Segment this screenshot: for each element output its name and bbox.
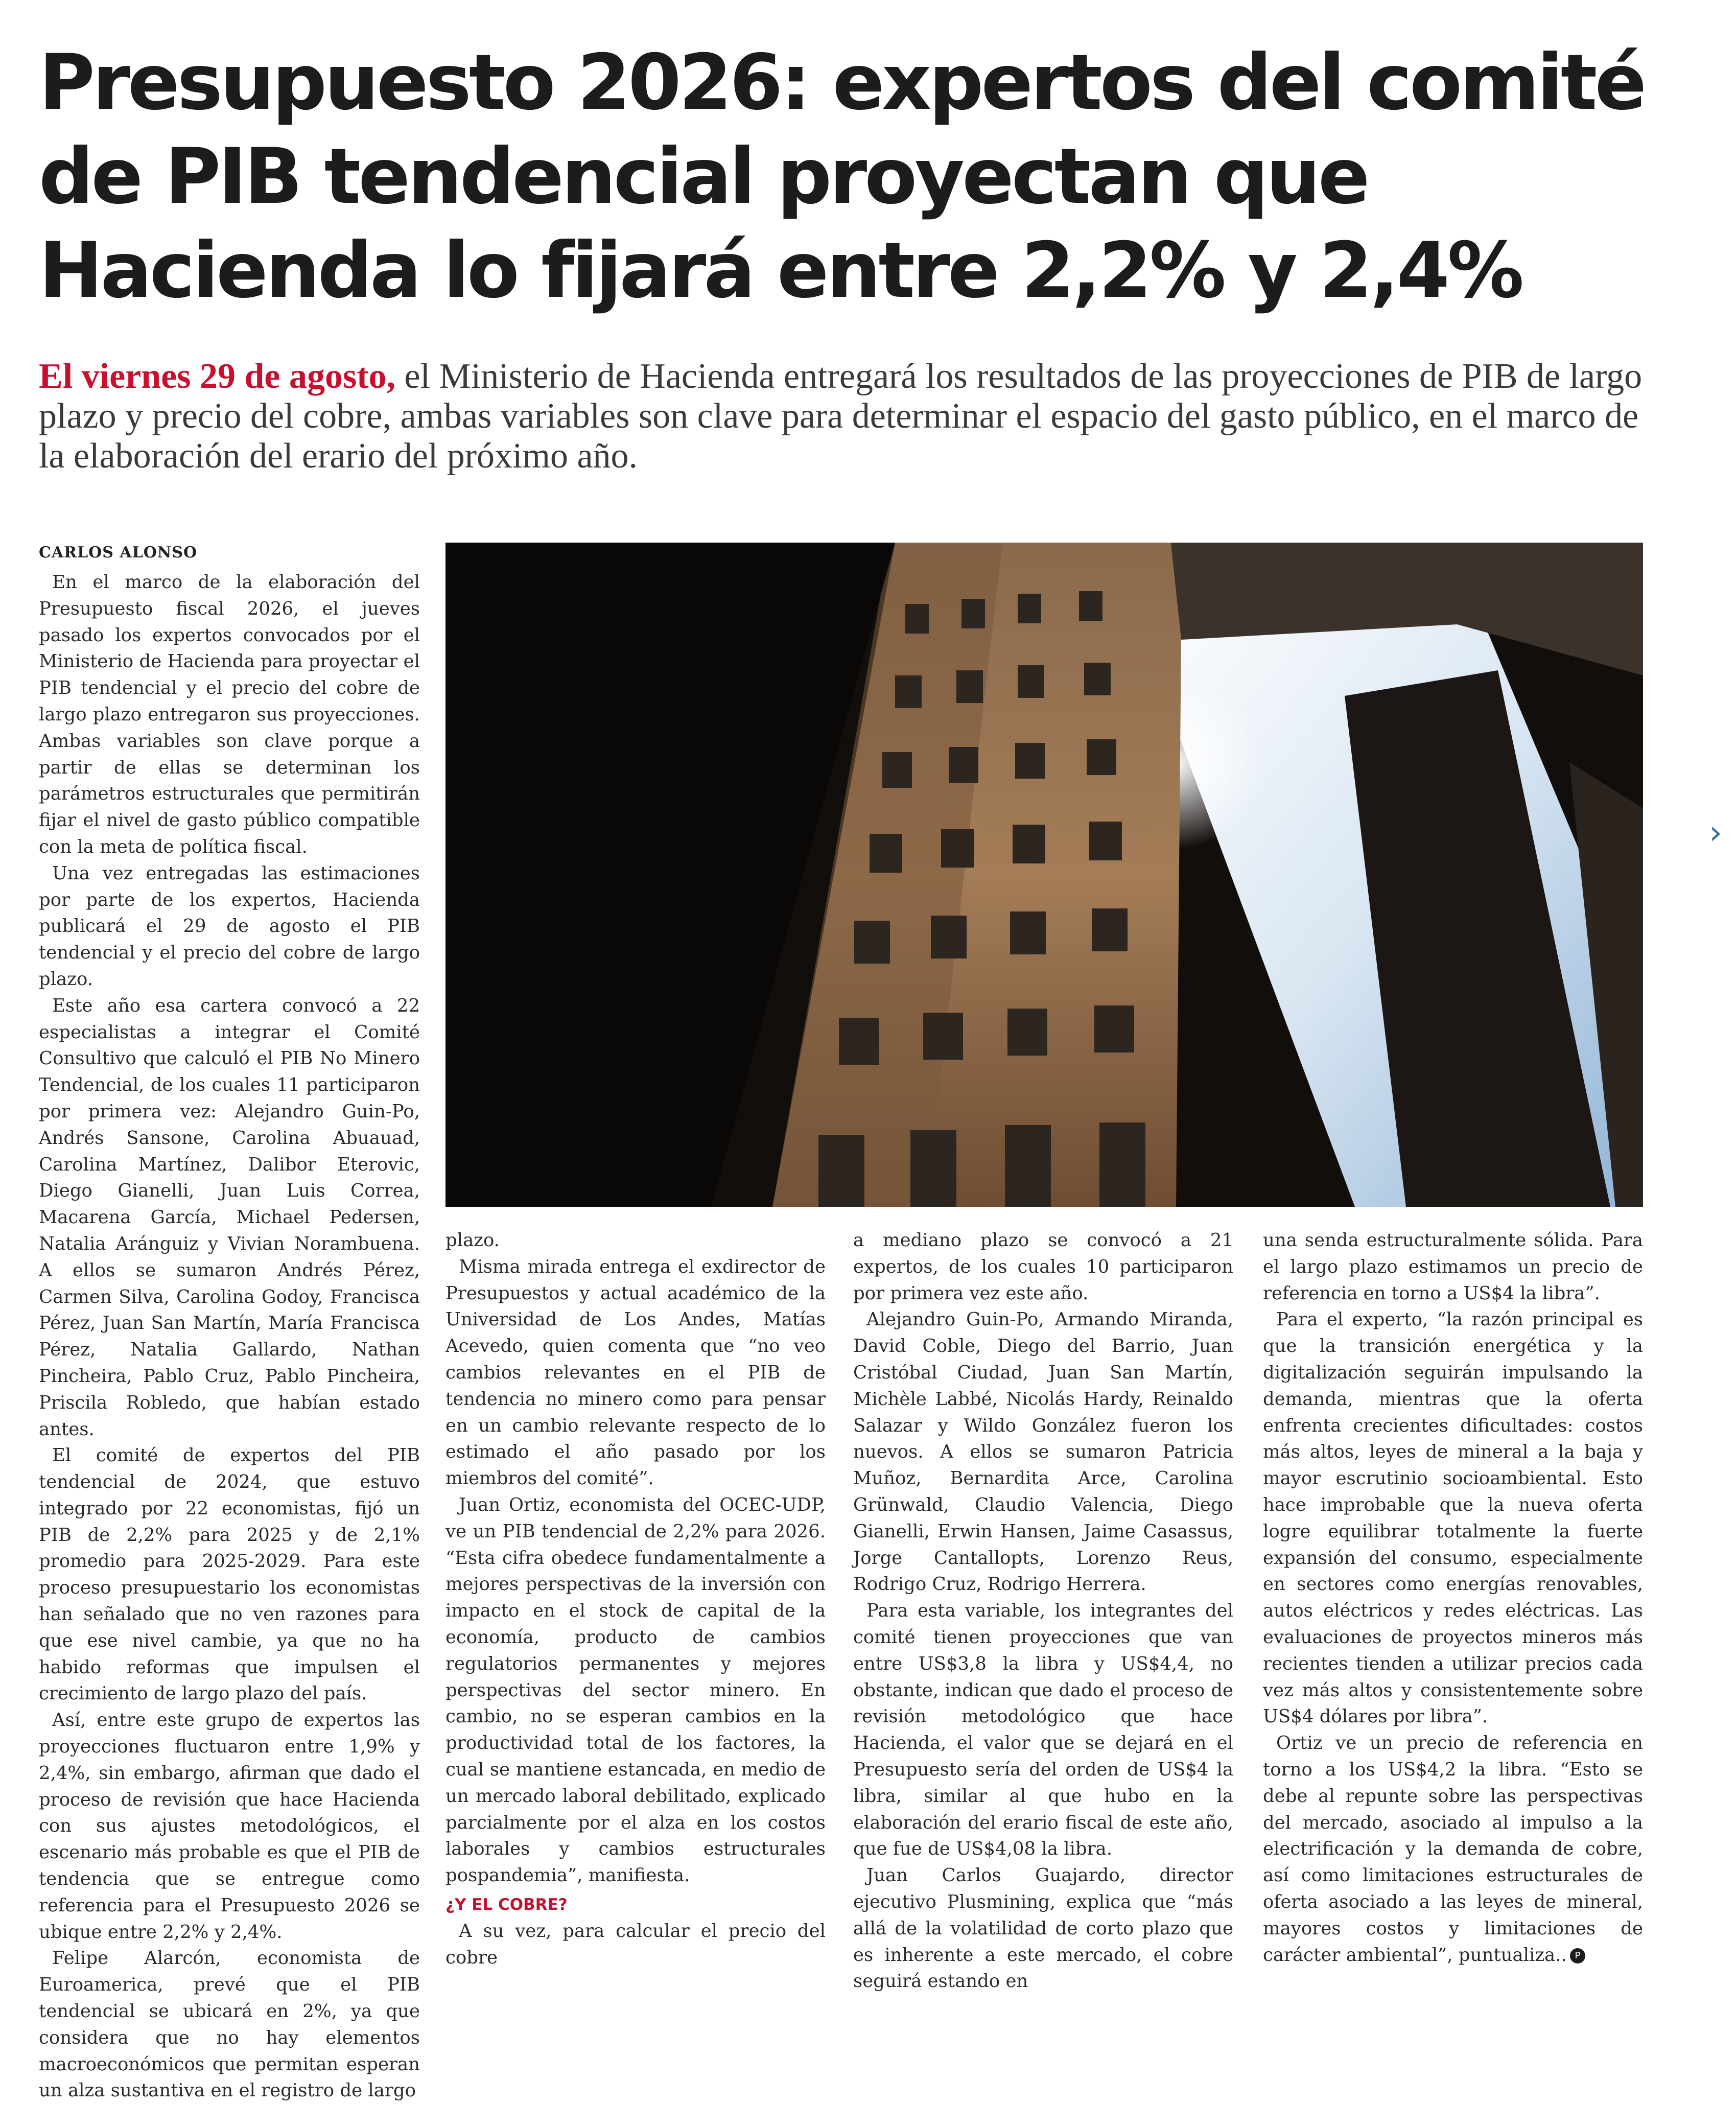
lede-text: el Ministerio de Hacienda entregará los resultados de las proyecciones de PIB de largo plazo y precio del cobre, ambas variables son clave para determinar el espacio del gasto público, en el marco de la elaboración del erario del próximo año. (39, 357, 1643, 476)
paragraph: Para el experto, “la razón principal es que la transición energética y la digitalización seguirán impulsando la demanda, mientras que la oferta enfrenta crecientes dificultades: costos más altos, leyes de mineral a la baja y mayor escrutinio socioambiental. Esto hace improbable que la nueva oferta logre equilibrar totalmente la fuerte expansión del consumo, especialmente en sectores como energías renovables, autos eléctricos y redes eléctricas. Las evaluaciones de proyectos mineros más recientes tienden a utilizar precios cada vez más altos y consistentemente sobre US$4 dólares por libra”. (1263, 1309, 1643, 1727)
paragraph: Juan Ortiz, economista del OCEC-UDP, ve un PIB tendencial de 2,2% para 2026. “Esta cifra obedece fundamentalmente a mejores perspectivas de la inversión con impacto en el stock de capital de la economía, producto de cambios regulatorios permanentes y mejores perspectivas del sector minero. En cambio, no se esperan cambios en la productividad total de los factores, la cual se mantiene estancada, en medio de un mercado laboral debilitado, explicado parcialmente por el alza en los costos laborales y cambios estructurales pospandemia”, manifiesta. (445, 1494, 826, 1886)
column-2 (445, 1227, 826, 1971)
section-subhead: ¿Y EL COBRE? (445, 1895, 568, 1914)
paragraph-continued: a mediano plazo se convocó a 21 expertos, de los cuales 10 participaron por primera vez este año. (853, 1230, 1233, 1304)
paragraph-continued: una senda estructuralmente sólida. Para el largo plazo estimamos un precio de referencia en torno a US$4 la libra”. (1263, 1230, 1643, 1304)
building-photo-icon (445, 543, 1643, 1207)
paragraph: Así, entre este grupo de expertos las proyecciones fluctuaron entre 1,9% y 2,4%, sin embargo, afirman que dado el proceso de revisión que hace Hacienda con sus ajustes metodológicos, el escenario más probable es que el PIB de tendencia que se entregue como referencia para el Presupuesto 2026 se ubique entre 2,2% y 2,4%. (39, 1710, 420, 1943)
building-photo (445, 543, 1643, 1207)
byline: CARLOS ALONSO (39, 544, 198, 562)
paragraph: Este año esa cartera convocó a 22 especialistas a integrar el Comité Consultivo que calculó el PIB No Minero Tendencial, de los cuales 11 participaron por primera vez: Alejandro Guin-Po, Andrés Sansone, Carolina Abuauad, Carolina Martínez, Dalibor Eterovic, Diego Gianelli, Juan Luis Correa, Macarena García, Michael Pedersen, Natalia Aránguiz y Vivian Norambuena. A ellos se sumaron Andrés Pérez, Carmen Silva, Carolina Godoy, Francisca Pérez, Juan San Martín, María Francisca Pérez, Natalia Gallardo, Nathan Pincheira, Pablo Cruz, Pablo Pincheira, Priscila Robledo, que habían estado antes. (39, 995, 420, 1440)
column-3 (853, 1227, 1233, 1995)
paragraph-continued: plazo. (445, 1230, 500, 1251)
paragraph: Alejandro Guin-Po, Armando Miranda, David Coble, Diego del Barrio, Juan Cristóbal Ciudad, Juan San Martín, Michèle Labbé, Nicolás Hardy, Reinaldo Salazar y Wildo González fueron los nuevos. A ellos se sumaron Patricia Muñoz, Bernardita Arce, Carolina Grünwald, Claudio Valencia, Diego Gianelli, Erwin Hansen, Jaime Casassus, Jorge Cantallopts, Lorenzo Reus, Rodrigo Cruz, Rodrigo Herrera. (853, 1309, 1233, 1595)
lede-highlight: El viernes 29 de agosto, (39, 357, 396, 396)
paragraph-final-text: Ortiz ve un precio de referencia en torno a los US$4,2 la libra. “Esto se debe al repunte sobre las perspectivas del mercado, asociado al impulso a la electrificación y la demanda de cobre, así como limitaciones estructurales de oferta asociado a las leyes de mineral, mayores costos y limitaciones de carácter ambiental”, puntualiza.. (1263, 1733, 1643, 1966)
paragraph: A su vez, para calcular el precio del cobre (445, 1920, 826, 1968)
paragraph: Felipe Alarcón, economista de Euroamerica, prevé que el PIB tendencial se ubicará en 2%, ya que considera que no hay elementos macroeconómicos que permitan esperan un alza sustantiva en el registro de largo (39, 1948, 420, 2101)
chevron-right-icon[interactable]: › (1709, 814, 1722, 852)
end-mark-icon: P (1570, 1948, 1585, 1963)
column-1 (39, 569, 420, 2104)
paragraph: Para esta variable, los integrantes del comité tienen proyecciones que van entre US$3,8 la libra y US$4,4, no obstante, indican que dado el proceso de revisión metodológico que hace Hacienda, el valor que se dejará en el Presupuesto sería del orden de US$4 la libra, similar al que hubo en la elaboración del erario fiscal de este año, que fue de US$4,08 la libra. (853, 1600, 1233, 1860)
paragraph: Juan Carlos Guajardo, director ejecutivo Plusmining, explica que “más allá de la volatilidad de corto plazo que es inherente a este mercado, el cobre seguirá estando en (853, 1865, 1233, 1992)
paragraph-final (1263, 1730, 1643, 1968)
headline: Presupuesto 2026: expertos del comité de PIB tendencial proyectan que Hacienda lo fijará entre 2,2% y 2,4% (39, 38, 1645, 315)
paragraph: En el marco de la elaboración del Presupuesto fiscal 2026, el jueves pasado los expertos convocados por el Ministerio de Hacienda para proyectar el PIB tendencial y el precio del cobre de largo plazo entregaron sus proyecciones. Ambas variables son clave porque a partir de ellas se determinan los parámetros estructurales que permitirán fijar el nivel de gasto público compatible con la meta de política fiscal. (39, 572, 420, 857)
column-4 (1263, 1227, 1643, 1968)
lede (39, 357, 1643, 476)
paragraph: Misma mirada entrega el exdirector de Presupuestos y actual académico de la Universidad de Los Andes, Matías Acevedo, quien comenta que “no veo cambios relevantes en el PIB de tendencia no minero como para pensar en un cambio relevante respecto de lo estimado el año pasado por los miembros del comité”. (445, 1256, 826, 1489)
paragraph: Una vez entregadas las estimaciones por parte de los expertos, Hacienda publicará el 29 de agosto el PIB tendencial y el precio del cobre de largo plazo. (39, 862, 420, 990)
paragraph: El comité de expertos del PIB tendencial de 2024, que estuvo integrado por 22 economistas, fijó un PIB de 2,2% para 2025 y de 2,1% promedio para 2025-2029. Para este proceso presupuestario los economistas han señalado que no ven razones para que ese nivel cambie, ya que no ha habido reformas que impulsen el crecimiento de largo plazo del país. (39, 1445, 420, 1704)
